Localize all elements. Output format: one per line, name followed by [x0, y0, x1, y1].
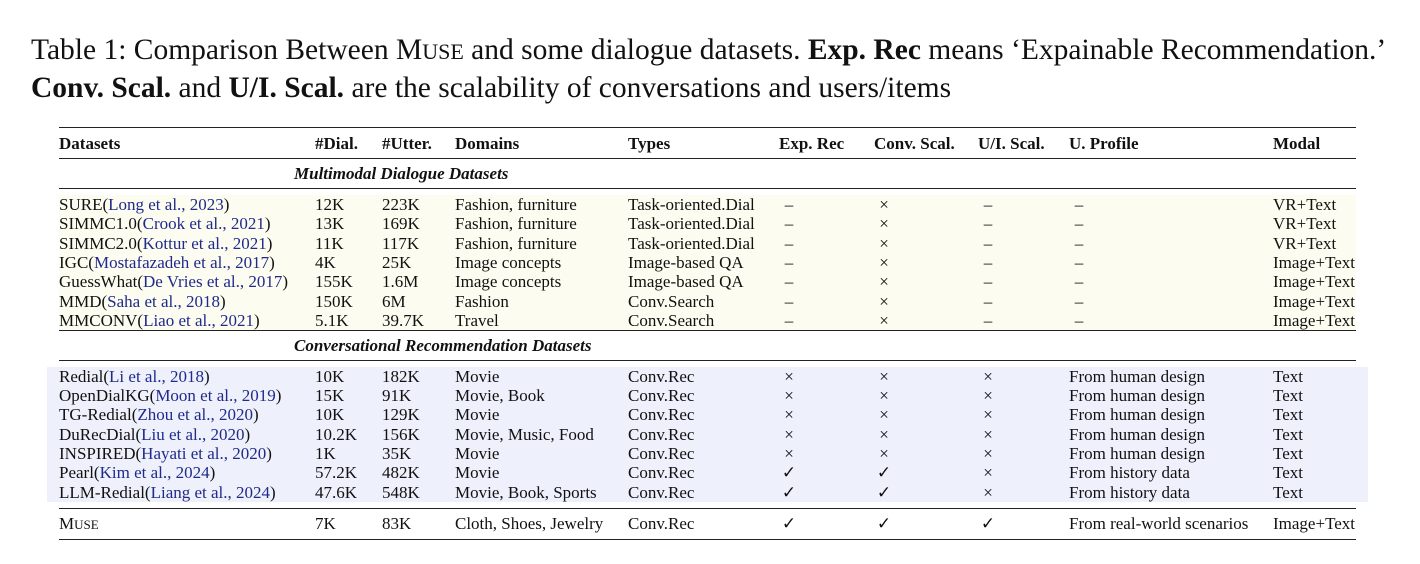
caption-line-1 [31, 32, 1411, 70]
cell-utter: 548K [382, 482, 455, 501]
cell-modal: Text [1273, 367, 1356, 386]
cell-modal: Text [1273, 405, 1356, 424]
cell-dial: 7K [315, 514, 336, 534]
caption-line-2 [31, 70, 1411, 106]
dataset-label-close: ) [270, 482, 276, 502]
cell-ui-scal-mark: × [983, 386, 993, 406]
cell-ui-scal-mark: × [983, 366, 993, 386]
cell-ui-scal-mark: ✓ [980, 514, 996, 534]
citation-link[interactable]: Zhou et al., 2020 [137, 405, 254, 425]
dataset-label: Redial( [59, 366, 110, 386]
cell-types: Task-oriented.Dial [628, 234, 779, 253]
cell-u-profile [1069, 272, 1273, 291]
cell-u-profile [1069, 405, 1273, 424]
cell-dial: 47.6K [315, 482, 382, 501]
cell-ui-scal [978, 272, 1069, 291]
table-caption [31, 32, 1411, 106]
cell-ui-scal-mark: – [983, 214, 993, 234]
cell-conv-scal-mark: × [879, 195, 889, 215]
cell-ui-scal [978, 214, 1069, 233]
dataset-name [59, 311, 315, 331]
cell-modal: Image+Text [1273, 253, 1356, 273]
cell-conv-scal-mark: × [879, 366, 889, 386]
citation-link[interactable]: De Vries et al., 2017 [143, 272, 283, 292]
dataset-label-close: ) [266, 233, 273, 253]
cell-u-profile [1069, 234, 1273, 253]
dataset-label: GuessWhat( [59, 272, 144, 292]
cell-exp-rec-mark: × [784, 386, 794, 406]
dataset-name [59, 234, 315, 253]
header-u-profile: U. Profile [1069, 133, 1139, 153]
caption-text-3: are the scalability of conversations and users/items [344, 72, 952, 104]
citation-link[interactable]: Long et al., 2023 [108, 195, 224, 215]
cell-utter: 129K [382, 405, 455, 424]
cell-ui-scal-mark: × [983, 463, 993, 483]
cell-exp-rec-mark: × [784, 366, 794, 386]
dataset-label: MMCONV( [59, 310, 144, 330]
cell-u-profile [1069, 463, 1273, 482]
cell-conv-scal [874, 444, 978, 463]
cell-conv-scal [874, 195, 978, 214]
cell-exp-rec [779, 234, 874, 253]
cell-domains: Fashion, furniture [455, 214, 628, 233]
cell-exp-rec [779, 253, 874, 272]
table-row [59, 272, 1356, 291]
cell-utter: 6M [382, 291, 455, 310]
caption-ui-scal: U/I. Scal. [228, 72, 345, 104]
citation-link[interactable]: Kim et al., 2024 [99, 463, 210, 483]
cell-ui-scal-mark: × [983, 482, 993, 502]
dataset-label: DuRecDial( [59, 424, 142, 444]
caption-text-1: and some dialogue datasets. [463, 34, 808, 66]
cell-conv-scal [874, 272, 978, 291]
cell-types: Conv.Rec [628, 367, 779, 386]
cell-conv-scal [874, 367, 978, 386]
cell-ui-scal-mark: – [983, 253, 993, 273]
dataset-label-close: ) [275, 386, 282, 406]
dataset-label: INSPIRED( [59, 443, 142, 463]
header-types: Types [628, 133, 671, 153]
cell-domains: Movie, Book, Sports [455, 482, 628, 501]
dataset-label: LLM-Redial( [59, 482, 151, 502]
cell-conv-scal-mark: × [879, 386, 889, 406]
cell-modal: Image+Text [1273, 514, 1356, 534]
dataset-name [59, 214, 315, 233]
section-header-conversational [59, 331, 1356, 361]
cell-exp-rec-mark: ✓ [781, 514, 797, 534]
cell-conv-scal-mark: × [879, 310, 889, 330]
cell-u-profile-mark: From human design [1069, 366, 1205, 386]
cell-domains: Fashion, furniture [455, 234, 628, 253]
cell-utter: 117K [382, 234, 455, 253]
cell-utter: 35K [382, 444, 455, 463]
citation-link[interactable]: Kottur et al., 2021 [142, 233, 267, 253]
cell-exp-rec-mark: – [784, 233, 794, 253]
cell-u-profile [1069, 482, 1273, 501]
cell-ui-scal-mark: × [983, 424, 993, 444]
table-row [59, 405, 1356, 424]
cell-u-profile-mark: – [1074, 253, 1084, 273]
cell-modal: Image+Text [1273, 272, 1356, 292]
dataset-name [59, 195, 315, 214]
cell-exp-rec-mark: × [784, 443, 794, 463]
cell-types: Conv.Rec [628, 405, 779, 424]
cell-dial: 10.2K [315, 424, 382, 443]
cell-modal: Text [1273, 386, 1356, 405]
cell-exp-rec [779, 195, 874, 214]
dataset-label-close: ) [269, 253, 275, 273]
cell-types: Conv.Search [628, 311, 779, 331]
comparison-table [59, 127, 1356, 540]
cell-u-profile [1069, 253, 1273, 272]
cell-conv-scal-mark: × [879, 405, 889, 425]
dataset-label-close: ) [254, 310, 260, 330]
dataset-label-close: ) [253, 405, 259, 425]
cell-u-profile [1069, 386, 1273, 405]
table-header-row [59, 128, 1356, 159]
cell-domains: Cloth, Shoes, Jewelry [455, 514, 604, 534]
table-row [59, 311, 1356, 331]
dataset-name [59, 367, 315, 386]
cell-exp-rec-mark: ✓ [781, 482, 797, 502]
cell-conv-scal [874, 508, 978, 539]
cell-conv-scal-mark: ✓ [876, 463, 892, 483]
cell-ui-scal-mark: × [983, 405, 993, 425]
header-conv-scal: Conv. Scal. [874, 133, 955, 153]
table-row [59, 291, 1356, 310]
cell-modal: Text [1273, 424, 1356, 443]
header-dial: #Dial. [315, 133, 358, 153]
cell-types: Task-oriented.Dial [628, 214, 779, 233]
cell-exp-rec-mark: – [784, 272, 794, 292]
citation-link[interactable]: Moon et al., 2019 [155, 386, 276, 406]
cell-u-profile-mark: – [1074, 214, 1084, 234]
cell-utter: 482K [382, 463, 455, 482]
dataset-name [59, 424, 315, 443]
cell-conv-scal [874, 482, 978, 501]
cell-modal: Text [1273, 463, 1356, 482]
header-domains: Domains [455, 133, 520, 153]
cell-ui-scal [978, 234, 1069, 253]
cell-u-profile [1069, 311, 1273, 331]
cell-ui-scal-mark: – [983, 195, 993, 215]
cell-u-profile-mark: From history data [1069, 463, 1190, 483]
dataset-name [59, 291, 315, 310]
cell-utter: 1.6M [382, 272, 455, 291]
cell-dial: 4K [315, 253, 382, 272]
dataset-label: OpenDialKG( [59, 386, 156, 406]
cell-utter: 91K [382, 386, 455, 405]
cell-u-profile-mark: From human design [1069, 443, 1205, 463]
cell-exp-rec-mark: × [784, 424, 794, 444]
dataset-label-close: ) [220, 291, 226, 311]
cell-conv-scal [874, 424, 978, 443]
cell-domains: Travel [455, 311, 628, 331]
cell-ui-scal [978, 508, 1069, 539]
dataset-name [59, 463, 315, 482]
cell-modal: VR+Text [1273, 214, 1356, 233]
header-datasets: Datasets [59, 133, 121, 153]
section-header-multimodal [59, 159, 1356, 189]
cell-ui-scal [978, 482, 1069, 501]
dataset-label: SIMMC1.0( [59, 214, 143, 234]
cell-utter: 169K [382, 214, 455, 233]
cell-domains: Fashion, furniture [455, 195, 628, 214]
cell-ui-scal [978, 444, 1069, 463]
cell-ui-scal-mark: × [983, 443, 993, 463]
cell-dial: 15K [315, 386, 382, 405]
cell-exp-rec-mark: ✓ [781, 463, 797, 483]
cell-types: Image-based QA [628, 253, 779, 272]
cell-domains: Movie [455, 463, 628, 482]
cell-types: Conv.Rec [628, 386, 779, 405]
dataset-name [59, 386, 315, 405]
cell-utter: 83K [382, 514, 412, 534]
cell-modal: VR+Text [1273, 195, 1356, 214]
cell-ui-scal [978, 463, 1069, 482]
cell-domains: Image concepts [455, 253, 628, 272]
cell-u-profile-mark: From history data [1069, 482, 1190, 502]
cell-modal: VR+Text [1273, 234, 1356, 253]
cell-u-profile-mark: – [1074, 291, 1084, 311]
table-row-muse [59, 508, 1356, 539]
table-row [59, 367, 1356, 386]
cell-u-profile [1069, 291, 1273, 310]
cell-types: Conv.Rec [628, 514, 695, 534]
citation-link[interactable]: Hayati et al., 2020 [141, 443, 267, 463]
cell-domains: Movie, Book [455, 386, 628, 405]
cell-ui-scal [978, 405, 1069, 424]
cell-u-profile-mark: From human design [1069, 405, 1205, 425]
cell-exp-rec [779, 463, 874, 482]
cell-exp-rec [779, 272, 874, 291]
cell-types: Conv.Rec [628, 463, 779, 482]
cell-exp-rec-mark: – [784, 291, 794, 311]
cell-dial: 10K [315, 367, 382, 386]
dataset-label: Pearl( [59, 463, 100, 483]
cell-ui-scal [978, 253, 1069, 272]
caption-exp-rec: Exp. Rec [807, 34, 921, 66]
cell-types: Conv.Rec [628, 444, 779, 463]
cell-utter: 39.7K [382, 311, 455, 331]
table-row [59, 463, 1356, 482]
dataset-label: SIMMC2.0( [59, 233, 143, 253]
cell-exp-rec-mark: – [784, 214, 794, 234]
table-row [59, 482, 1356, 501]
cell-modal: Image+Text [1273, 310, 1356, 330]
table-row [59, 386, 1356, 405]
cell-u-profile: From real-world scenarios [1069, 514, 1249, 534]
cell-dial: 155K [315, 272, 382, 291]
header-utter: #Utter. [382, 133, 432, 153]
cell-types: Task-oriented.Dial [628, 195, 779, 214]
dataset-name [59, 508, 315, 539]
cell-conv-scal-mark: ✓ [876, 514, 892, 534]
cell-exp-rec [779, 424, 874, 443]
caption-muse-first: M [395, 34, 423, 66]
cell-dial: 150K [315, 291, 382, 310]
cell-u-profile [1069, 444, 1273, 463]
muse-name-rest: USE [74, 516, 99, 532]
cell-exp-rec [779, 311, 874, 331]
cell-domains: Movie [455, 405, 628, 424]
citation-link[interactable]: Li et al., 2018 [109, 366, 204, 386]
cell-u-profile [1069, 424, 1273, 443]
caption-text-2: means ‘Expainable Recommendation.’ [920, 34, 1387, 66]
cell-exp-rec [779, 508, 874, 539]
cell-exp-rec-mark: – [784, 310, 794, 330]
cell-exp-rec-mark: – [784, 253, 794, 273]
caption-label: Table 1: Comparison Between [31, 34, 396, 66]
cell-conv-scal [874, 405, 978, 424]
section-title: Multimodal Dialogue Datasets [294, 164, 509, 183]
dataset-name [59, 444, 315, 463]
cell-dial: 12K [315, 195, 382, 214]
cell-utter: 223K [382, 195, 455, 214]
cell-conv-scal-mark: ✓ [876, 482, 892, 502]
header-modal: Modal [1273, 133, 1321, 153]
cell-exp-rec [779, 291, 874, 310]
cell-conv-scal-mark: × [879, 424, 889, 444]
cell-domains: Fashion [455, 291, 628, 310]
cell-dial: 10K [315, 405, 382, 424]
table-row [59, 424, 1356, 443]
caption-muse-rest: USE [422, 39, 464, 64]
section-title: Conversational Recommendation Datasets [294, 335, 592, 355]
cell-exp-rec-mark: × [784, 405, 794, 425]
cell-modal: Image+Text [1273, 291, 1356, 311]
dataset-label: IGC( [59, 253, 94, 273]
cell-exp-rec-mark: – [784, 195, 794, 215]
cell-ui-scal-mark: – [983, 291, 993, 311]
cell-ui-scal-mark: – [983, 272, 993, 292]
table-row [59, 253, 1356, 272]
cell-conv-scal [874, 291, 978, 310]
table-row [59, 195, 1356, 214]
cell-conv-scal [874, 311, 978, 331]
table-row [59, 444, 1356, 463]
cell-dial: 11K [315, 234, 382, 253]
caption-conv-scal: Conv. Scal. [31, 72, 172, 104]
citation-link[interactable]: Liao et al., 2021 [143, 310, 255, 330]
dataset-label-close: ) [266, 443, 272, 463]
cell-conv-scal-mark: × [879, 291, 889, 311]
cell-conv-scal-mark: × [879, 272, 889, 292]
cell-conv-scal [874, 386, 978, 405]
cell-ui-scal [978, 291, 1069, 310]
dataset-label-close: ) [282, 272, 289, 292]
dataset-label: MMD( [59, 291, 108, 311]
cell-ui-scal [978, 424, 1069, 443]
cell-domains: Movie [455, 444, 628, 463]
cell-conv-scal-mark: × [879, 443, 889, 463]
caption-and: and [171, 72, 229, 104]
dataset-name [59, 482, 315, 501]
cell-exp-rec [779, 214, 874, 233]
citation-link[interactable]: Saha et al., 2018 [107, 291, 221, 311]
cell-u-profile [1069, 367, 1273, 386]
cell-utter: 25K [382, 253, 455, 272]
cell-domains: Movie [455, 367, 628, 386]
cell-dial: 13K [315, 214, 382, 233]
dataset-label: TG-Redial( [59, 405, 138, 425]
muse-name-first: M [59, 513, 75, 533]
cell-dial: 57.2K [315, 463, 382, 482]
dataset-label-close: ) [244, 424, 251, 444]
cell-types: Conv.Rec [628, 482, 779, 501]
cell-exp-rec [779, 367, 874, 386]
cell-conv-scal-mark: × [879, 233, 889, 253]
dataset-name [59, 253, 315, 272]
header-exp-rec: Exp. Rec [779, 133, 845, 153]
header-ui-scal: U/I. Scal. [978, 133, 1045, 153]
cell-u-profile [1069, 214, 1273, 233]
dataset-label: SURE( [59, 195, 109, 215]
cell-conv-scal [874, 234, 978, 253]
cell-u-profile-mark: – [1074, 272, 1084, 292]
cell-ui-scal-mark: – [983, 310, 993, 330]
citation-link[interactable]: Liu et al., 2020 [141, 424, 245, 444]
cell-types: Conv.Rec [628, 424, 779, 443]
cell-ui-scal [978, 195, 1069, 214]
cell-exp-rec [779, 444, 874, 463]
table-row [59, 214, 1356, 233]
cell-u-profile-mark: – [1074, 310, 1084, 330]
citation-link[interactable]: Mostafazadeh et al., 2017 [93, 253, 270, 273]
cell-ui-scal [978, 386, 1069, 405]
dataset-name [59, 272, 315, 291]
cell-ui-scal [978, 367, 1069, 386]
cell-u-profile-mark: – [1074, 195, 1084, 215]
cell-modal: Text [1273, 482, 1356, 501]
dataset-label-close: ) [223, 195, 230, 215]
cell-types: Image-based QA [628, 272, 779, 291]
cell-u-profile-mark: From human design [1069, 386, 1205, 406]
cell-utter: 182K [382, 367, 455, 386]
cell-ui-scal-mark: – [983, 233, 993, 253]
cell-types: Conv.Search [628, 291, 779, 310]
cell-exp-rec [779, 386, 874, 405]
cell-conv-scal [874, 253, 978, 272]
cell-u-profile-mark: From human design [1069, 424, 1205, 444]
dataset-label-close: ) [264, 214, 271, 234]
dataset-label-close: ) [209, 463, 216, 483]
citation-link[interactable]: Liang et al., 2024 [150, 482, 271, 502]
cell-u-profile [1069, 195, 1273, 214]
cell-modal: Text [1273, 444, 1356, 463]
cell-conv-scal-mark: × [879, 214, 889, 234]
cell-dial: 1K [315, 444, 382, 463]
cell-exp-rec [779, 482, 874, 501]
cell-exp-rec [779, 405, 874, 424]
cell-domains: Movie, Music, Food [455, 424, 628, 443]
cell-domains: Image concepts [455, 272, 628, 291]
cell-conv-scal [874, 214, 978, 233]
dataset-label-close: ) [203, 366, 210, 386]
cell-utter: 156K [382, 424, 455, 443]
cell-conv-scal [874, 463, 978, 482]
cell-u-profile-mark: – [1074, 233, 1084, 253]
dataset-name [59, 405, 315, 424]
cell-conv-scal-mark: × [879, 253, 889, 273]
citation-link[interactable]: Crook et al., 2021 [142, 214, 265, 234]
cell-ui-scal [978, 311, 1069, 331]
cell-dial: 5.1K [315, 311, 382, 331]
table-row [59, 234, 1356, 253]
